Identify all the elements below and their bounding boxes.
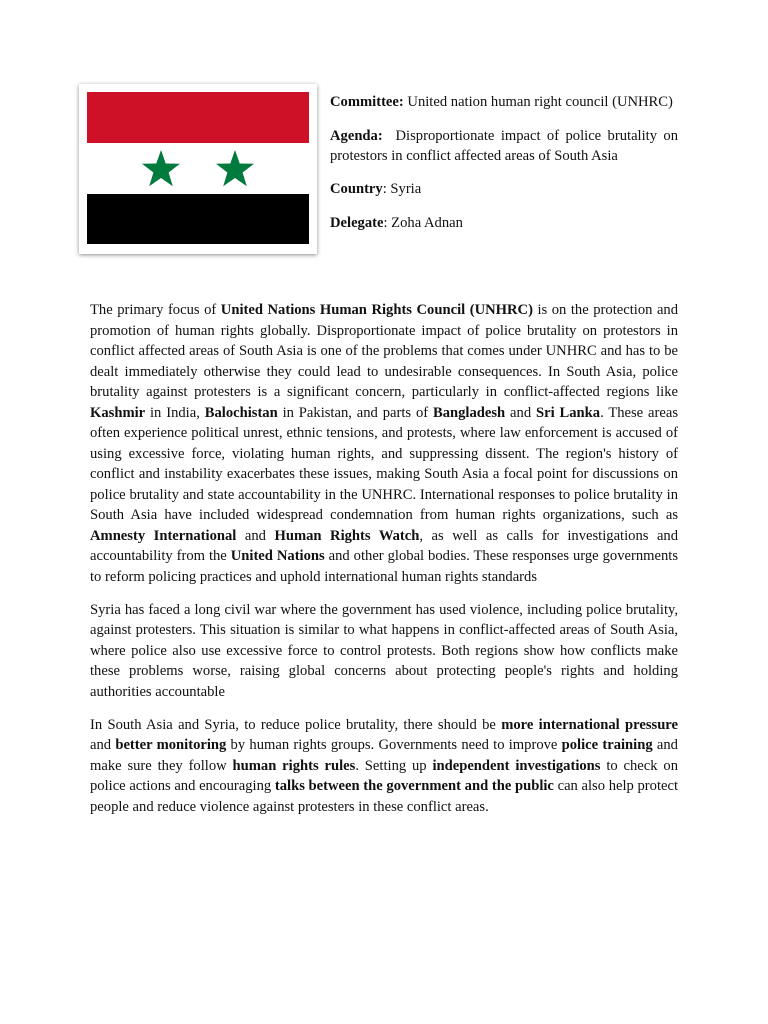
position-paper-header [330,92,678,246]
bold-run: independent investigations [432,757,601,774]
text-run: to check on police actions and encouraging [90,757,678,794]
flag-white-band [87,143,309,194]
text-run: Syria has faced a long civil war where the government has used violence, including police brutality, against protesters. This situation is similar to what happens in conflict-affected areas of South Asia, where police also use excessive force to control protests. Both regions show how conflicts make these problems worse, raising global concerns about protecting people's rights and holding authorities accountable [90,601,678,700]
country-label: Country [330,181,383,197]
paragraph-focus [90,300,678,587]
bold-run: better monitoring [115,737,227,753]
syria-flag-graphic [87,92,309,244]
text-run: . These areas often experience political unrest, ethnic tensions, and protests, where law enforcement is accused of using excessive force, violating human rights, and suppressing dissent. The region's history of conflict and instability exacerbates these issues, making South Asia a focal point for discussions on police brutality and state accountability in the UNHRC. International responses to police brutality in South Asia have included widespread condemnation from human rights organizations, such as [90,404,678,523]
agenda-line [330,126,678,166]
committee-label: Committee: [330,94,404,110]
committee-line [330,92,678,112]
bold-run: Balochistan [204,404,278,421]
country-value: : Syria [382,181,422,197]
bold-run: United Nations Human Rights Council (UNHRC) [220,302,533,318]
text-run: and [236,527,275,544]
text-run: . Setting up [355,757,433,774]
flag-image-frame [79,84,317,254]
delegate-label: Delegate [330,214,384,231]
text-run: and other global bodies. These responses urge governments to reform policing practices and uphold international human rights standards [90,548,678,585]
bold-run: Sri Lanka [535,404,601,421]
bold-run: police training [561,737,653,753]
text-run: In South Asia and Syria, to reduce police brutality, there should be [90,716,502,733]
document-body [90,300,678,830]
text-run: can also help protect people and reduce violence against protesters in these conflict areas. [90,778,679,815]
delegate-line [330,213,678,233]
bold-run: Amnesty International [90,527,237,544]
text-run: and [90,737,116,753]
text-run: is on the protection and promotion of human rights globally. Disproportionate impact of police brutality on protestors in conflict affected areas of South Asia is one of the problems that comes under UNHRC and has to be dealt immediately otherwise they could lead to undesirable consequences. In South Asia, police brutality against protesters is a significant concern, particularly in conflict-affected regions like [90,302,679,400]
bold-run: Bangladesh [432,404,506,421]
country-line [330,179,678,199]
delegate-value: : Zoha Adnan [383,214,463,231]
committee-value: United nation human right council (UNHRC) [407,94,673,110]
bold-run: Human Rights Watch [274,527,420,544]
text-run: and [505,404,536,421]
bold-run: more international pressure [501,716,678,733]
text-run: The primary focus of [90,302,221,318]
syria-flag-image [87,92,309,244]
flag-black-band [87,194,309,244]
paragraph-syria [90,600,678,703]
text-run: in Pakistan, and parts of [277,404,433,421]
flag-red-band [87,92,309,143]
agenda-value: Disproportionate impact of police brutality on protestors in conflict affected areas of South Asia [330,127,679,164]
paragraph-solutions [90,715,678,818]
text-run: by human rights groups. Governments need to improve [226,737,562,753]
agenda-label: Agenda: [330,127,383,144]
text-run: and make sure they follow [90,737,678,774]
text-run: in India, [145,404,205,421]
bold-run: human rights rules [232,757,356,774]
bold-run: United Nations [230,548,325,564]
text-run: , as well as calls for investigations and accountability from the [90,527,679,564]
bold-run: talks between the government and the public [274,778,554,794]
bold-run: Kashmir [90,404,146,421]
